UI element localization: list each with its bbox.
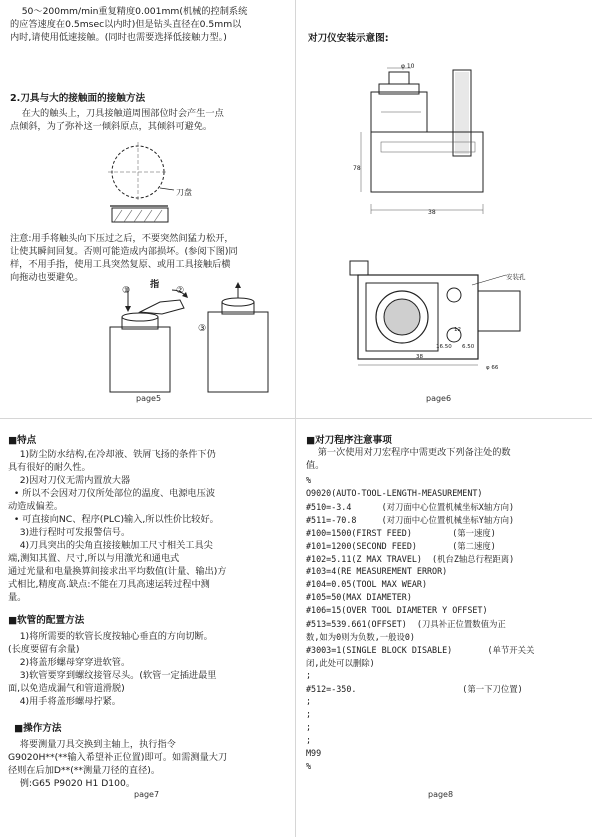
dim-1650-label: 16.50 xyxy=(436,344,452,350)
dim-38-label: 38 xyxy=(428,209,436,216)
features-title: ■特点 xyxy=(8,435,37,446)
code-line: M99 xyxy=(306,748,322,758)
page8-title: ■对刀程序注意事项 xyxy=(306,435,392,446)
hose-title: ■软管的配置方法 xyxy=(8,615,85,626)
page5-note: 注意:用手将触头向下压过之后，不要突然间猛力松开， 让使其瞬间回复。否则可能造成内部损坏。(参阅下图)同 样，不用手指，使用工具突然复原、或用工具接触后横 向拖动也要避免。 xyxy=(10,233,238,283)
dim-78-label: 78 xyxy=(353,165,361,172)
page-8 xyxy=(296,418,592,837)
dim-phi-label: φ 66 xyxy=(486,365,499,371)
mounting-hole-label: 安装孔 xyxy=(506,273,526,281)
code-line: #513=539.661(OFFSET) (刀具补正位置数值为正 xyxy=(306,619,506,629)
dim-12-label: 12 xyxy=(454,327,461,333)
code-line: ; xyxy=(306,735,312,745)
page6-number: page6 xyxy=(426,394,452,403)
code-line: 数,如为0则为负数,一般设0) xyxy=(306,632,415,642)
code-line: ; xyxy=(306,670,312,680)
code-line: ; xyxy=(306,722,312,732)
page-6 xyxy=(296,0,592,418)
page7-number: page7 xyxy=(134,790,160,799)
code-line: % xyxy=(306,475,312,485)
dim-650-label: 6.50 xyxy=(462,344,475,350)
code-line: #510=-3.4 (对刀面中心位置机械坐标X轴方向) xyxy=(306,502,515,512)
code-line: #101=1200(SECOND FEED) (第二速度) xyxy=(306,541,496,551)
page5-number: page5 xyxy=(136,394,162,403)
code-line: #106=15(OVER TOOL DIAMETER Y OFFSET) xyxy=(306,605,488,615)
operation-title: ■操作方法 xyxy=(14,723,62,734)
code-line: #511=-70.8 (对刀面中心位置机械坐标Y轴方向) xyxy=(306,515,515,525)
code-line: #512=-350. (第一下刀位置) xyxy=(306,684,523,694)
dim-38b-label: 38 xyxy=(416,354,423,360)
operation-body: 将要测量刀具交换到主轴上，执行指令 G9020H**(**输入希望补正位置)即可。如需测量大刀 径则在后加D**(**测量刀径的直径)。 例:G65 P9020 H1 D100。 xyxy=(8,739,228,789)
page5-section-title: 2.刀具与大的接触面的接触方法 xyxy=(10,93,146,104)
hose-body: 1)将所需要的软管长度按轴心垂直的方向切断。 (长度要留有余量) 2)将盖形螺母穿穿进软管。 3)软管要穿到螺纹接管尽头。(软管一定插进最里 面,以免造成漏气和管道滑脱) 4)用手将盖形螺母拧紧。 xyxy=(8,631,217,707)
code-line: O9020(AUTO-TOOL-LENGTH-MEASUREMENT) xyxy=(306,488,483,498)
code-line: #103=4(RE MEASUREMENT ERROR) xyxy=(306,566,448,576)
page6-title: 对刀仪安装示意图: xyxy=(308,33,389,44)
step-3-marker: ③ xyxy=(198,323,207,334)
page8-intro: 第一次使用对刀宏程序中需更改下列备注处的数 值。 xyxy=(306,447,511,471)
page5-intro: 50～200mm/min重复精度0.001mm(机械的控制系统 的应答速度在0.5msec以内时)但是钻头直径在0.5mm以 内时,请使用低速接触。(同时也需要选择低接触力型。) xyxy=(10,6,248,43)
finger-label: 指 xyxy=(150,279,160,290)
page-7 xyxy=(0,418,296,837)
code-line: #105=50(MAX DIAMETER) xyxy=(306,592,412,602)
code-line: % xyxy=(306,761,312,771)
code-line: #100=1500(FIRST FEED) (第一速度) xyxy=(306,528,496,538)
step-2-marker: ② xyxy=(176,285,185,296)
tool-disc-figure xyxy=(100,140,210,230)
code-line: #3003=1(SINGLE BLOCK DISABLE) (单节开关关 xyxy=(306,645,535,655)
setter-side-view xyxy=(341,62,511,222)
code-line: #104=0.05(TOOL MAX WEAR) xyxy=(306,579,428,589)
page5-section-body: 在大的触头上，刀具接触道周围部位时会产生一点 点倾斜，为了弥补这一倾斜原点，其倾斜可避免。 xyxy=(10,108,224,132)
step-1-marker: ① xyxy=(122,285,131,296)
page-5 xyxy=(0,0,296,418)
code-line: ; xyxy=(306,709,312,719)
dim-d10-label: φ 10 xyxy=(401,63,415,70)
code-line: ; xyxy=(306,696,312,706)
figure-label-disc: 刀盘 xyxy=(176,188,192,197)
code-line: #102=5.11(Z MAX TRAVEL) (机台Z轴总行程距离) xyxy=(306,554,515,564)
features-body: 1)防尘防水结构,在冷却液、铁屑飞扬的条件下仍 具有很好的耐久性。 2)因对刀仪无需内置放大器 • 所以不会因对刀仪所处部位的温度、电源电压波 动造成偏差。 • 可直接向NC、程序(PLC)输入,所以性价比较好。 3)进行程时可发报警信号。 4)刀具突出的尖角直接接触加工尺寸相关工具尖 端,测知其置、尺寸,所以与用激光和通电式 通过光量和电量换算间接求出平均数值(计量、输出)方 式相比,精度高.缺点:不能在刀具高速运转过程中测 量。 xyxy=(8,449,227,603)
code-line: 闭,此处可以删除) xyxy=(306,658,375,668)
page8-number: page8 xyxy=(428,790,454,799)
press-release-figure xyxy=(100,282,290,392)
